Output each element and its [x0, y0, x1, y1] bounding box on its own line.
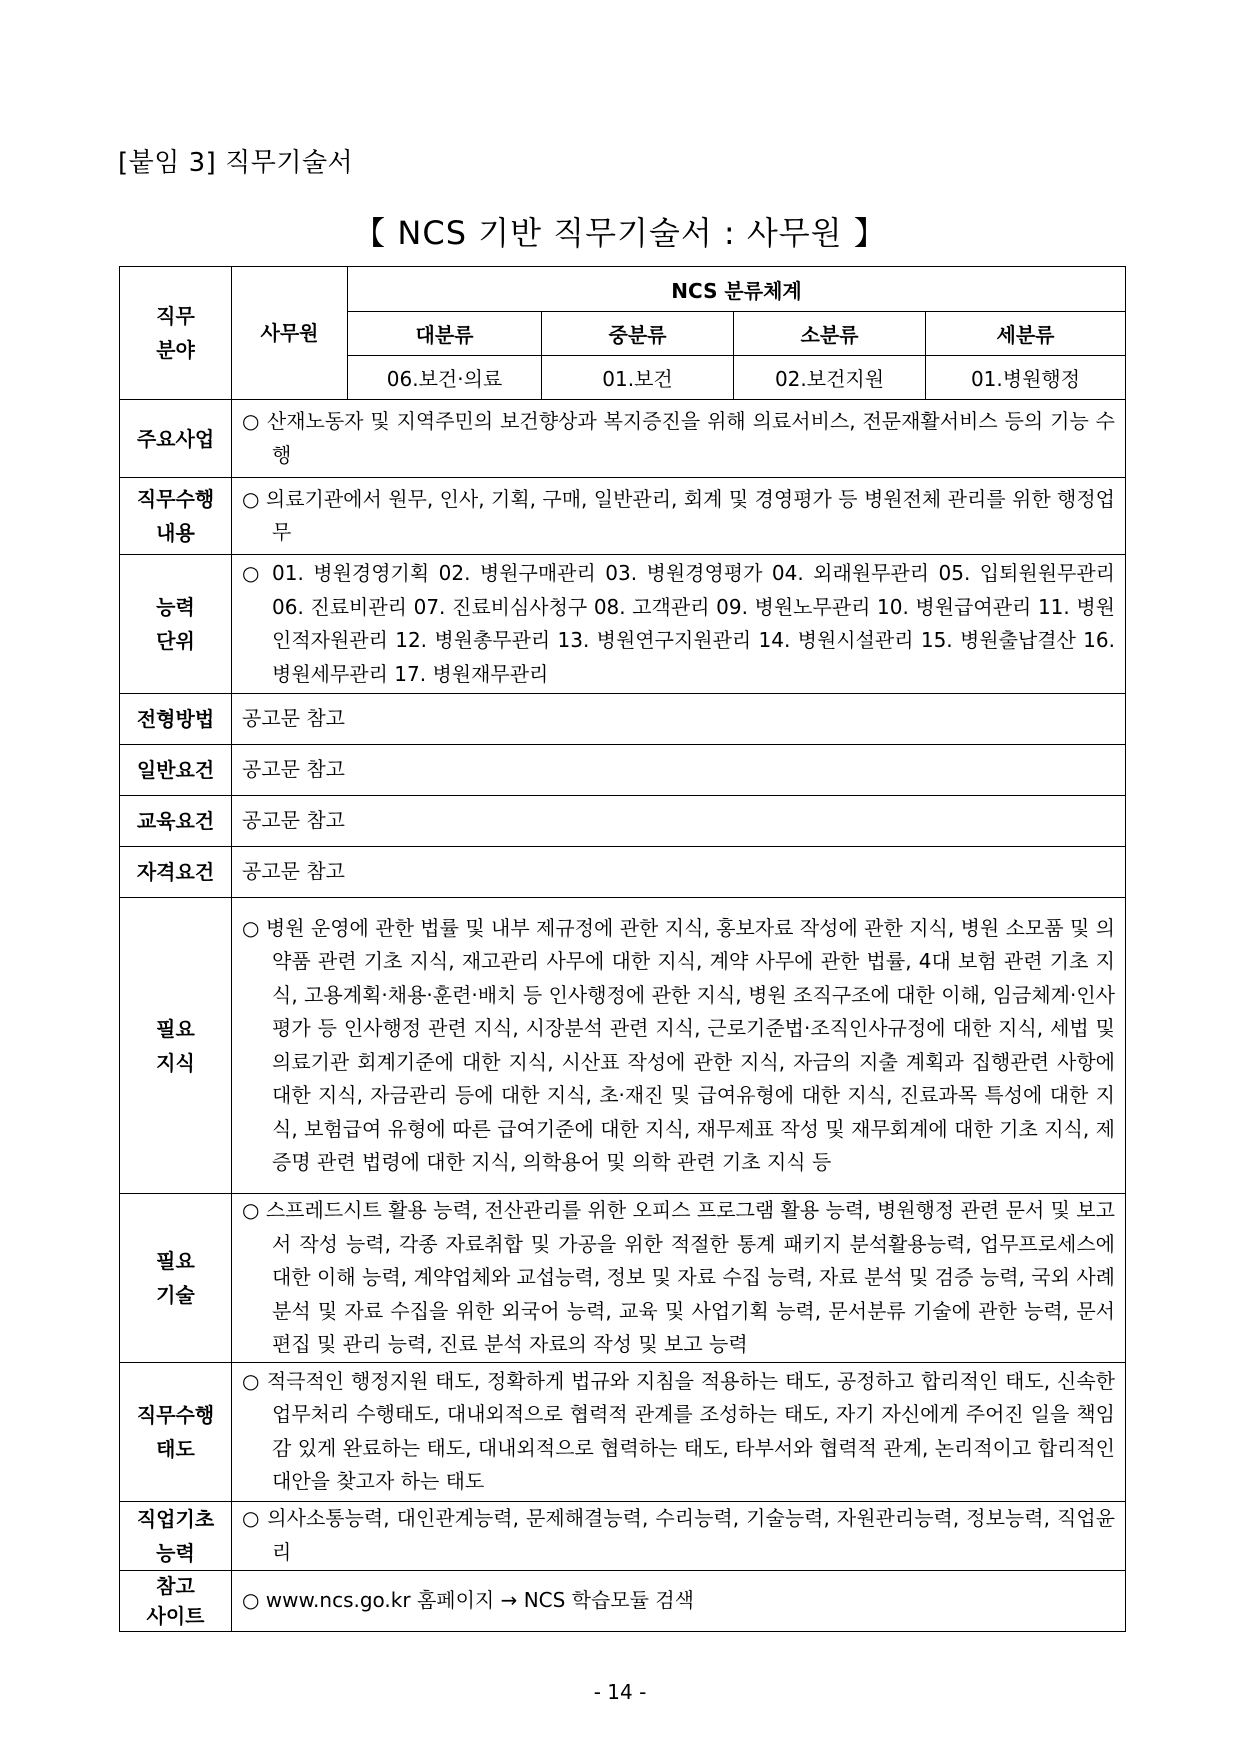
qualification-req-label: 자격요건: [120, 847, 232, 898]
required-skill-label: 필요 기술: [120, 1194, 232, 1363]
qualification-req-text: 공고문 참고: [232, 847, 1126, 898]
required-skill-text: ○ 스프레드시트 활용 능력, 전산관리를 위한 오피스 프로그램 활용 능력, 병원행정 관련 문서 및 보고서 작성 능력, 각종 자료취합 및 가공을 위한 적절한 통계 패키지 분석활용능력, 업무프로세스에 대한 이해 능력, 계약업체와 교섭능력, 정보 및 자료 수집 능력, 자료 분석 및 검증 능력, 국외 사례 분석 및 자료 수집을 위한 외국어 능력, 교육 및 사업기획 능력, 문서분류 기술에 관한 능력, 문서 편집 및 관리 능력, 진료 분석 자료의 작성 및 보고 능력: [242, 1198, 1115, 1356]
duty-attitude-cell: [232, 1362, 1126, 1501]
duty-attitude-label: 직무수행 태도: [120, 1362, 232, 1501]
class-value-major: 06.보건·의료: [348, 356, 542, 400]
basic-competency-cell: [232, 1501, 1126, 1570]
job-field-label: 직무 분야: [120, 267, 232, 400]
education-req-label: 교육요건: [120, 796, 232, 847]
class-header-minor: 소분류: [734, 312, 926, 356]
duty-content-label: 직무수행 내용: [120, 478, 232, 555]
job-description-table: [119, 266, 1126, 1632]
class-header-detail: 세분류: [926, 312, 1126, 356]
required-knowledge-label: 필요 지식: [120, 898, 232, 1194]
main-business-text: ○ 산재노동자 및 지역주민의 보건향상과 복지증진을 위해 의료서비스, 전문재활서비스 등의 기능 수행: [242, 409, 1115, 467]
class-value-middle: 01.보건: [542, 356, 734, 400]
basic-competency-label: 직업기초 능력: [120, 1501, 232, 1570]
page-number: - 14 -: [593, 1680, 647, 1704]
class-header-major: 대분류: [348, 312, 542, 356]
reference-site-label: 참고 사이트: [120, 1570, 232, 1631]
document-title: 【 NCS 기반 직무기술서 : 사무원 】: [353, 214, 887, 252]
duty-attitude-text: ○ 적극적인 행정지원 태도, 정확하게 법규와 지침을 적용하는 태도, 공정하고 합리적인 태도, 신속한 업무처리 수행태도, 대내외적으로 협력적 관계를 조성하는 태도, 자기 자신에게 주어진 일을 책임감 있게 완료하는 태도, 대내외적으로 협력하는 태도, 타부서와 협력적 관계, 논리적이고 합리적인 대안을 찾고자 하는 태도: [242, 1368, 1115, 1493]
class-value-detail: 01.병원행정: [926, 356, 1126, 400]
main-business-label: 주요사업: [120, 400, 232, 478]
reference-site-text: ○ www.ncs.go.kr 홈페이지 → NCS 학습모듈 검색: [242, 1587, 694, 1612]
required-knowledge-text: ○ 병원 운영에 관한 법률 및 내부 제규정에 관한 지식, 홍보자료 작성에 관한 지식, 병원 소모품 및 의약품 관련 기초 지식, 재고관리 사무에 대한 지식, 계약 사무에 관한 법률, 4대 보험 관련 기초 지식, 고용계획·채용·훈련·배치 등 인사행정에 관한 지식, 병원 조직구조에 대한 이해, 임금체계·인사평가 등 인사행정 관련 지식, 시장분석 관련 지식, 근로기준법·조직인사규정에 대한 지식, 세법 및 의료기관 회계기준에 대한 지식, 시산표 작성에 관한 지식, 자금의 지출 계획과 집행관련 사항에 대한 지식, 자금관리 등에 대한 지식, 초·재진 및 급여유형에 대한 지식, 진료과목 특성에 대한 지식, 보험급여 유형에 따른 급여기준에 대한 지식, 재무제표 작성 및 재무회계에 대한 기초 지식, 제증명 관련 법령에 대한 지식, 의학용어 및 의학 관련 기초 지식 등: [242, 915, 1115, 1174]
basic-competency-text: ○ 의사소통능력, 대인관계능력, 문제해결능력, 수리능력, 기술능력, 자원관리능력, 정보능력, 직업윤리: [242, 1506, 1115, 1564]
duty-content-text: ○ 의료기관에서 원무, 인사, 기획, 구매, 일반관리, 회계 및 경영평가 등 병원전체 관리를 위한 행정업무: [242, 486, 1115, 544]
general-req-label: 일반요건: [120, 745, 232, 796]
main-business-cell: [232, 400, 1126, 478]
education-req-text: 공고문 참고: [232, 796, 1126, 847]
selection-method-label: 전형방법: [120, 694, 232, 745]
duty-content-cell: [232, 478, 1126, 555]
required-knowledge-cell: [232, 898, 1126, 1194]
general-req-text: 공고문 참고: [232, 745, 1126, 796]
attachment-title: [붙임 3] 직무기술서: [118, 148, 354, 178]
required-skill-cell: [232, 1194, 1126, 1363]
class-value-minor: 02.보건지원: [734, 356, 926, 400]
ncs-classification-header: NCS 분류체계: [348, 267, 1126, 312]
ability-unit-text: ○ 01. 병원경영기획 02. 병원구매관리 03. 병원경영평가 04. 외래원무관리 05. 입퇴원원무관리 06. 진료비관리 07. 진료비심사청구 08. 고객관리 09. 병원노무관리 10. 병원급여관리 11. 병원인적자원관리 12. 병원총무관리 13. 병원연구지원관리 14. 병원시설관리 15. 병원출납결산 16. 병원세무관리 17. 병원재무관리: [242, 561, 1115, 686]
reference-site-cell: [232, 1570, 1126, 1631]
job-field-name: 사무원: [232, 267, 348, 400]
ability-unit-cell: [232, 555, 1126, 694]
ability-unit-label: 능력 단위: [120, 555, 232, 694]
selection-method-text: 공고문 참고: [232, 694, 1126, 745]
class-header-middle: 중분류: [542, 312, 734, 356]
